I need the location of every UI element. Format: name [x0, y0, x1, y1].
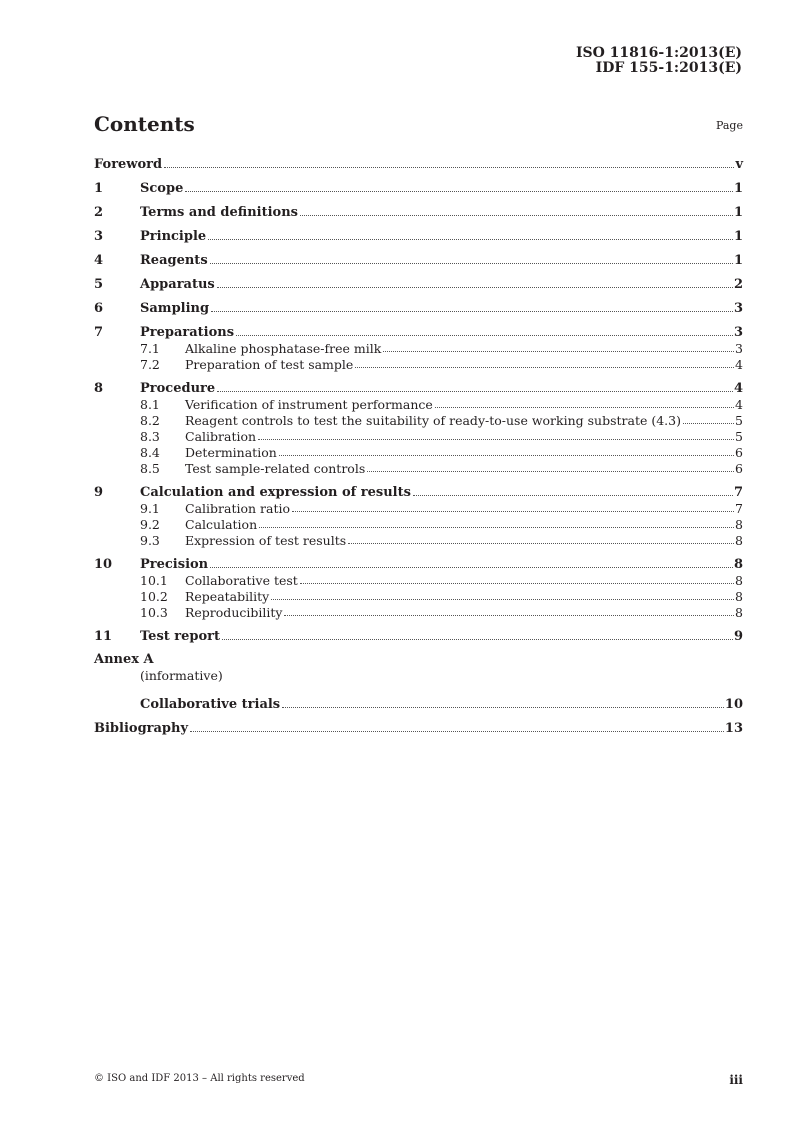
standard-number-iso: ISO 11816-1:2013(E) — [575, 45, 742, 61]
toc-entry-page: 8 — [735, 533, 743, 548]
dot-leader — [208, 239, 733, 240]
dot-leader — [259, 527, 734, 528]
toc-entry-page: 2 — [733, 277, 743, 292]
dot-leader — [355, 367, 734, 368]
toc-entry-number: 9.1 — [140, 501, 160, 516]
toc-entry-text: Precision — [140, 557, 209, 572]
page-footer — [94, 1073, 743, 1087]
dot-leader — [300, 583, 734, 584]
toc-entry-2[interactable] — [94, 204, 743, 220]
toc-entry-8-2[interactable] — [94, 412, 743, 428]
toc-entry-text: Reproducibility — [185, 605, 283, 620]
dot-leader — [185, 191, 733, 192]
toc-entry-foreword[interactable] — [94, 156, 743, 172]
dot-leader — [222, 639, 733, 640]
toc-entry-text: Preparations — [140, 325, 235, 340]
dot-leader — [683, 423, 734, 424]
toc-entry-text: Test report — [140, 629, 221, 644]
toc-entry-page: 4 — [733, 381, 743, 396]
toc-entry-page: 5 — [735, 429, 743, 444]
toc-entry-page: 3 — [733, 325, 743, 340]
dot-leader — [217, 391, 733, 392]
toc-entry-page: 3 — [735, 341, 743, 356]
toc-entry-page: 13 — [724, 721, 743, 736]
toc-entry-1[interactable] — [94, 180, 743, 196]
dot-leader — [190, 731, 724, 732]
toc-entry-number: 8.3 — [140, 429, 160, 444]
toc-entry-text: Calculation — [185, 517, 258, 532]
toc-entry-text: Bibliography — [94, 721, 189, 736]
toc-entry-text: Reagent controls to test the suitability of ready-to-use working substrate (4.3) — [185, 413, 681, 428]
toc-entry-page: 4 — [735, 357, 743, 372]
toc-entry-number: 3 — [94, 229, 104, 244]
toc-entry-page: 1 — [733, 205, 743, 220]
toc-entry-page: 1 — [733, 253, 743, 268]
toc-entry-page: 10 — [724, 697, 743, 712]
toc-entry-number: 10.1 — [140, 573, 168, 588]
dot-leader — [210, 567, 733, 568]
toc-entry-page: 7 — [735, 501, 743, 516]
toc-entry-number: 10.3 — [140, 605, 168, 620]
dot-leader — [300, 215, 733, 216]
toc-entry-10-2[interactable] — [94, 588, 743, 604]
toc-entry-page: 8 — [735, 605, 743, 620]
toc-entry-page: 8 — [735, 517, 743, 532]
toc-entry-page: 7 — [733, 485, 743, 500]
toc-entry-number: 9 — [94, 485, 104, 500]
toc-entry-number: 5 — [94, 277, 104, 292]
toc-entry-8-5[interactable] — [94, 460, 743, 476]
toc-entry-9-3[interactable] — [94, 532, 743, 548]
toc-entry-number: 6 — [94, 301, 104, 316]
toc-entry-page: v — [735, 157, 743, 172]
toc-entry-text: Collaborative trials — [140, 697, 281, 712]
toc-entry-number: 9.3 — [140, 533, 160, 548]
toc-entry-11[interactable] — [94, 628, 743, 644]
page-column-label: Page — [715, 119, 743, 132]
toc-entry-4[interactable] — [94, 252, 743, 268]
toc-entry-text: Principle — [140, 229, 207, 244]
toc-entry-10-1[interactable] — [94, 572, 743, 588]
toc-entry-9[interactable] — [94, 484, 743, 500]
toc-entry-8-1[interactable] — [94, 396, 743, 412]
toc-entry-page: 8 — [735, 573, 743, 588]
dot-leader — [164, 167, 734, 168]
dot-leader — [271, 599, 734, 600]
page-title: Contents — [94, 112, 195, 136]
toc-entry-page: 8 — [735, 589, 743, 604]
toc-entry-9-2[interactable] — [94, 516, 743, 532]
toc-entry-8-4[interactable] — [94, 444, 743, 460]
toc-entry-page: 6 — [735, 445, 743, 460]
toc-entry-text: Collaborative test — [185, 573, 298, 588]
toc-entry-page: 1 — [733, 229, 743, 244]
toc-entry-text: Determination — [185, 445, 277, 460]
toc-entry-number: 8 — [94, 381, 104, 396]
toc-entry-number: 4 — [94, 253, 104, 268]
dot-leader — [236, 335, 733, 336]
toc-entry-text: Foreword — [94, 157, 163, 172]
toc-entry-text: Calibration — [185, 429, 257, 444]
dot-leader — [258, 439, 734, 440]
toc-entry-number: 2 — [94, 205, 104, 220]
toc-entry-page: 9 — [733, 629, 743, 644]
toc-entry-text: Test sample-related controls — [185, 461, 366, 476]
toc-entry-10[interactable] — [94, 556, 743, 572]
toc-entry-3[interactable] — [94, 228, 743, 244]
toc-entry-number: 1 — [94, 181, 104, 196]
dot-leader — [348, 543, 734, 544]
annex-a-label: Annex A — [94, 652, 154, 667]
dot-leader — [413, 495, 733, 496]
toc-entry-9-1[interactable] — [94, 500, 743, 516]
dot-leader — [367, 471, 734, 472]
toc-entry-text: Reagents — [140, 253, 208, 268]
toc-entry-bibliography[interactable] — [94, 720, 743, 736]
toc-entry-5[interactable] — [94, 276, 743, 292]
toc-entry-text: Sampling — [140, 301, 210, 316]
dot-leader — [211, 311, 733, 312]
dot-leader — [210, 263, 733, 264]
toc-entry-text: Procedure — [140, 381, 216, 396]
toc-entry-7-1[interactable] — [94, 340, 743, 356]
toc-entry-page: 8 — [733, 557, 743, 572]
toc-entry-text: Alkaline phosphatase-free milk — [185, 341, 382, 356]
toc-entry-8[interactable] — [94, 380, 743, 396]
toc-entry-text: Terms and definitions — [140, 205, 298, 220]
toc-entry-number: 8.5 — [140, 461, 160, 476]
toc-entry-page: 6 — [735, 461, 743, 476]
toc-entry-number: 9.2 — [140, 517, 160, 532]
toc-entry-page: 1 — [733, 181, 743, 196]
toc-entry-number: 10.2 — [140, 589, 168, 604]
toc-entry-text: Expression of test results — [185, 533, 347, 548]
toc-entry-number: 8.4 — [140, 445, 160, 460]
toc-entry-text: Apparatus — [140, 277, 215, 292]
dot-leader — [217, 287, 733, 288]
toc-entry-6[interactable] — [94, 300, 743, 316]
toc-entry-number: 8.2 — [140, 413, 160, 428]
toc-entry-number: 8.1 — [140, 397, 160, 412]
dot-leader — [292, 511, 734, 512]
toc-entry-8-3[interactable] — [94, 428, 743, 444]
dot-leader — [279, 455, 734, 456]
toc-entry-annex-a[interactable] — [94, 696, 743, 712]
annex-a-informative: (informative) — [140, 668, 223, 683]
toc-entry-text: Calibration ratio — [185, 501, 290, 516]
toc-entry-number: 7.1 — [140, 341, 160, 356]
toc-entry-text: Preparation of test sample — [185, 357, 354, 372]
toc-entry-page: 4 — [735, 397, 743, 412]
toc-entry-page: 5 — [735, 413, 743, 428]
standard-number-idf: IDF 155-1:2013(E) — [595, 60, 742, 76]
toc-entry-text: Repeatability — [185, 589, 270, 604]
dot-leader — [435, 407, 734, 408]
toc-entry-number: 7 — [94, 325, 104, 340]
toc-entry-10-3[interactable] — [94, 604, 743, 620]
dot-leader — [282, 707, 724, 708]
page-number: iii — [729, 1073, 743, 1087]
toc-entry-7[interactable] — [94, 324, 743, 340]
toc-entry-number: 10 — [94, 557, 113, 572]
toc-entry-text: Verification of instrument performance — [185, 397, 433, 412]
toc-entry-text: Calculation and expression of results — [140, 485, 411, 500]
table-of-contents — [94, 156, 743, 736]
toc-entry-page: 3 — [733, 301, 743, 316]
dot-leader — [284, 615, 734, 616]
dot-leader — [383, 351, 734, 352]
toc-entry-text: Scope — [140, 181, 184, 196]
toc-entry-7-2[interactable] — [94, 356, 743, 372]
toc-entry-number: 11 — [94, 629, 113, 644]
toc-entry-number: 7.2 — [140, 357, 160, 372]
copyright-notice: © ISO and IDF 2013 – All rights reserved — [94, 1073, 305, 1084]
document-header — [576, 46, 742, 76]
